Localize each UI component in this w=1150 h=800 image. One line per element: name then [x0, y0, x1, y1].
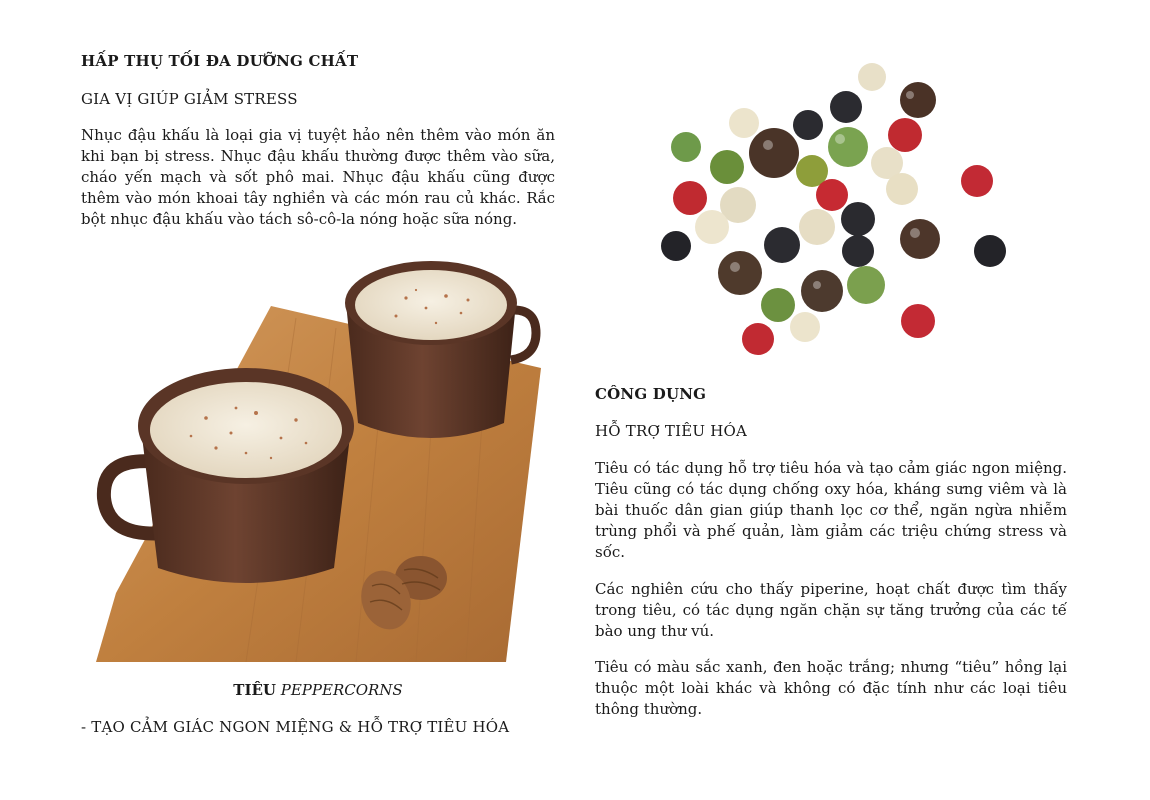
paragraph-text: Tiêu có tác dụng hỗ trợ tiêu hóa và tạo cảm giác ngon miệng. Tiêu cũng có tác dụng chống oxy hóa, kháng sưng viêm và là bài thuốc dân gian giúp thanh lọc cơ thể, ngăn ngừa nhiễm trùng phổi và phế quản, làm giảm các triệu chứng stress và sốc.	[595, 459, 1067, 561]
section-subheading: GIA VỊ GIÚP GIẢM STRESS	[81, 90, 298, 108]
nutmeg-milk-photo	[96, 248, 546, 662]
caption-italic: PEPPERCORNS	[280, 681, 403, 699]
peppercorns-photo	[640, 55, 1040, 365]
caption-bold: TIÊU	[233, 681, 276, 699]
benefits-subheading: HỖ TRỢ TIÊU HÓA	[595, 422, 748, 440]
benefits-heading: CÔNG DỤNG	[595, 385, 707, 403]
nutmeg-paragraph	[81, 125, 555, 230]
bullet-item: - TẠO CẢM GIÁC NGON MIỆNG & HỖ TRỢ TIÊU HÓA	[81, 718, 510, 736]
paragraph-text: Tiêu có màu sắc xanh, đen hoặc trắng; nhưng “tiêu” hồng lại thuộc một loài khác và không có đặc tính như các loại tiêu thông thường.	[595, 658, 1067, 718]
peppercorn-cluster	[661, 63, 1006, 355]
benefits-paragraph	[595, 458, 1067, 563]
paragraph-text: Các nghiên cứu cho thấy piperine, hoạt chất được tìm thấy trong tiêu, có tác dụng ngăn chặn sự tăng trưởng của các tế bào ung thư vú.	[595, 580, 1067, 640]
pepper-colors-paragraph	[595, 657, 1067, 720]
photo-caption	[120, 681, 516, 699]
research-paragraph	[595, 579, 1067, 642]
section-heading: HẤP THỤ TỐI ĐA DƯỠNG CHẤT	[81, 52, 359, 70]
paragraph-text: Nhục đậu khấu là loại gia vị tuyệt hảo nên thêm vào món ăn khi bạn bị stress. Nhục đậu khấu thường được thêm vào sữa, cháo yến mạch và sốt phô mai. Nhục đậu khấu cũng được thêm vào món khoai tây nghiền và các món rau củ khác. Rắc bột nhục đậu khấu vào tách sô-cô-la nóng hoặc sữa nóng.	[81, 126, 555, 228]
